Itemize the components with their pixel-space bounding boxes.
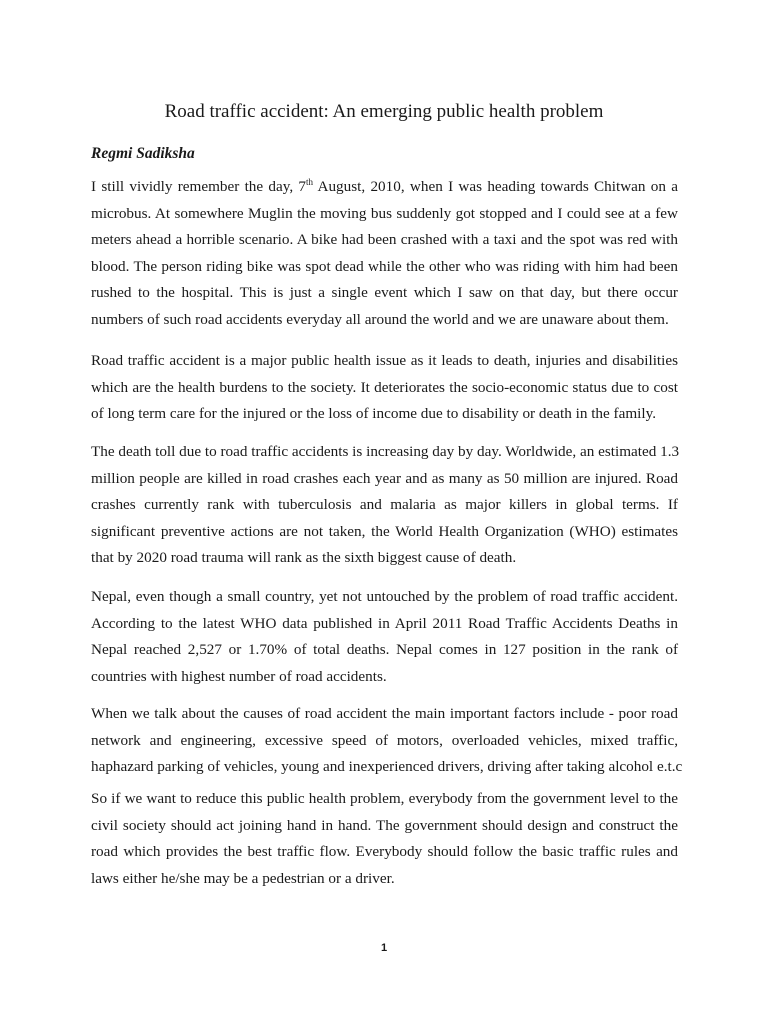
text-line: that by 2020 road trauma will rank as the sixth biggest cause of death.: [91, 549, 517, 567]
text-line: [91, 174, 678, 201]
page-number: 1: [380, 942, 388, 954]
text-line: laws either he/she may be a pedestrian or a driver.: [91, 869, 395, 887]
text-line: which are the health burdens to the society. It deteriorates the socio-economic status due to cost: [91, 378, 678, 396]
text-line: The death toll due to road traffic accidents is increasing day by day. Worldwide, an estimated 1.3: [91, 443, 680, 460]
text-line: road which provides the best traffic flow. Everybody should follow the basic traffic rules and: [91, 843, 678, 861]
text-line-start: I still vividly remember the day, 7: [91, 178, 307, 195]
paragraph-6: [91, 786, 678, 892]
paragraph-1: [91, 174, 678, 334]
text-line: Nepal, even though a small country, yet not untouched by the problem of road traffic accident.: [91, 588, 678, 605]
text-line: rushed to the hospital. This is just a single event which I saw on that day, but there occur: [91, 284, 678, 302]
text-line: civil society should act joining hand in hand. The government should design and construct the: [91, 816, 678, 834]
text-line: of long term care for the injured or the loss of income due to disability or death in the family.: [91, 405, 657, 423]
text-line: crashes currently rank with tuberculosis and malaria as major killers in global terms. If: [91, 496, 678, 514]
text-line: significant preventive actions are not taken, the World Health Organization (WHO) estimates: [91, 522, 678, 540]
text-line: When we talk about the causes of road accident the main important factors include - poor road: [91, 705, 678, 722]
paragraph-3: [91, 439, 678, 572]
text-line: haphazard parking of vehicles, young and inexperienced drivers, driving after taking alcohol e.t.c: [91, 758, 683, 776]
text-line: million people are killed in road crashes each year and as many as 50 million are injured. Road: [91, 469, 678, 487]
ordinal-suffix: th: [306, 177, 314, 187]
text-line: numbers of such road accidents everyday all around the world and we are unaware about them.: [91, 310, 669, 328]
author-name: Regmi Sadiksha: [91, 145, 195, 162]
text-line: Road traffic accident is a major public health issue as it leads to death, injuries and disabilities: [91, 352, 678, 369]
text-line: network and engineering, excessive speed of motors, overloaded vehicles, mixed traffic,: [91, 731, 678, 749]
text-line: Nepal reached 2,527 or 1.70% of total deaths. Nepal comes in 127 position in the rank of: [91, 641, 678, 659]
paragraph-5: [91, 701, 683, 781]
document-title: Road traffic accident: An emerging public health problem: [164, 101, 604, 122]
paragraph-2: [91, 348, 678, 428]
text-line-end: August, 2010, when I was heading towards Chitwan on a: [313, 178, 679, 195]
text-line: According to the latest WHO data published in April 2011 Road Traffic Accidents Deaths in: [91, 614, 678, 632]
text-line: So if we want to reduce this public health problem, everybody from the government level to the: [91, 790, 678, 807]
text-line: blood. The person riding bike was spot dead while the other who was riding with him had been: [91, 257, 678, 275]
text-line: countries with highest number of road accidents.: [91, 667, 387, 685]
paragraph-4: [91, 584, 678, 690]
text-line: meters ahead a horrible scenario. A bike had been crashed with a taxi and the spot was red with: [91, 231, 678, 249]
text-line: microbus. At somewhere Muglin the moving bus suddenly got stopped and I could see at a few: [91, 204, 678, 222]
